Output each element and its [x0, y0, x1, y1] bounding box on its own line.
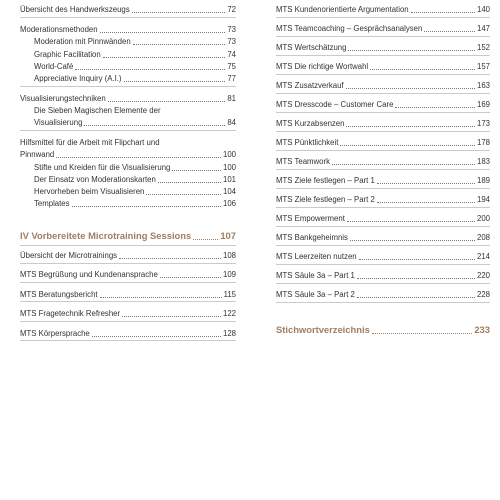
toc-page-number: 163: [476, 81, 490, 90]
toc-separator: [20, 301, 236, 302]
toc-dot-leader: [424, 31, 475, 32]
toc-dot-leader: [158, 182, 221, 183]
toc-entry-title: Hilfsmittel für die Arbeit mit Flipchart und: [20, 138, 160, 147]
toc-section-heading[interactable]: [20, 230, 236, 242]
toc-page-number: 208: [476, 233, 490, 242]
toc-separator: [20, 282, 236, 283]
toc-entry[interactable]: [276, 290, 490, 300]
toc-entry[interactable]: [34, 118, 236, 128]
toc-dot-leader: [411, 12, 475, 13]
toc-entry[interactable]: [34, 50, 236, 60]
toc-separator: [276, 264, 490, 265]
toc-page-number: 100: [222, 150, 236, 159]
toc-separator: [276, 131, 490, 132]
toc-entry-title: Stichwortverzeichnis: [276, 324, 370, 335]
toc-dot-leader: [348, 50, 475, 51]
toc-entry[interactable]: [276, 119, 490, 129]
toc-dot-leader: [346, 88, 475, 89]
toc-entry[interactable]: [276, 252, 490, 262]
toc-page-number: 115: [223, 290, 236, 299]
toc-entry[interactable]: [276, 214, 490, 224]
toc-dot-leader: [84, 125, 225, 126]
toc-entry-title: MTS Teamwork: [276, 157, 331, 166]
toc-entry[interactable]: [276, 5, 490, 15]
toc-entry[interactable]: [276, 43, 490, 53]
toc-entry-title: MTS Pünktlichkeit: [276, 138, 339, 147]
toc-separator: [20, 17, 236, 18]
toc-entry-title: MTS Leerzeiten nutzen: [276, 252, 357, 261]
toc-entry-title: MTS Bankgeheimnis: [276, 233, 348, 242]
toc-page-number: 173: [476, 119, 490, 128]
toc-entry[interactable]: [276, 233, 490, 243]
toc-separator: [276, 245, 490, 246]
toc-dot-leader: [124, 81, 226, 82]
toc-entry[interactable]: [20, 290, 236, 300]
toc-dot-leader: [160, 277, 221, 278]
toc-entry-title: MTS Kundenorientierte Argumentation: [276, 5, 409, 14]
toc-page-number: 233: [474, 324, 490, 335]
toc-entry-title: MTS Ziele festlegen – Part 1: [276, 176, 375, 185]
toc-entry[interactable]: [20, 150, 236, 160]
toc-entry[interactable]: [20, 94, 236, 104]
toc-dot-leader: [72, 206, 221, 207]
toc-dot-leader: [75, 69, 225, 70]
toc-entry-title: Übersicht des Handwerkszeugs: [20, 5, 130, 14]
toc-page-number: 128: [222, 329, 236, 338]
toc-entry-title: Der Einsatz von Moderationskarten: [34, 175, 156, 184]
toc-entry-title: Visualisierungstechniken: [20, 94, 106, 103]
toc-entry-title: MTS Körpersprache: [20, 329, 90, 338]
toc-entry-title: Templates: [34, 199, 70, 208]
toc-entry[interactable]: [20, 309, 236, 319]
toc-entry-title: Visualisierung: [34, 118, 83, 127]
toc-separator: [20, 86, 236, 87]
toc-entry-title: Übersicht der Microtrainings: [20, 251, 118, 260]
toc-entry[interactable]: [276, 62, 490, 72]
toc-page-number: 101: [222, 175, 236, 184]
toc-page-number: 77: [227, 74, 236, 83]
toc-entry-title: World-Café: [34, 62, 74, 71]
toc-entry-title: MTS Teamcoaching – Gesprächsanalysen: [276, 24, 423, 33]
toc-page-number: 106: [222, 199, 236, 208]
toc-separator: [276, 169, 490, 170]
toc-dot-leader: [347, 221, 475, 222]
toc-entry[interactable]: [20, 138, 236, 148]
toc-entry-title: MTS Ziele festlegen – Part 2: [276, 195, 375, 204]
toc-entry-title: MTS Empowerment: [276, 214, 345, 223]
toc-entry-title: MTS Beratungsbericht: [20, 290, 98, 299]
toc-entry[interactable]: [34, 187, 236, 197]
toc-entry-title: MTS Dresscode – Customer Care: [276, 100, 394, 109]
toc-dot-leader: [359, 259, 475, 260]
toc-separator: [276, 283, 490, 284]
toc-entry[interactable]: [20, 270, 236, 280]
toc-entry-title: IV Vorbereitete Microtraining Sessions: [20, 230, 192, 241]
toc-separator: [276, 112, 490, 113]
toc-entry[interactable]: [276, 157, 490, 167]
toc-page-number: 107: [220, 230, 236, 241]
toc-entry[interactable]: [34, 74, 236, 84]
toc-page-number: 104: [222, 187, 236, 196]
toc-page-number: 169: [476, 100, 490, 109]
toc-dot-leader: [357, 278, 475, 279]
toc-dot-leader: [103, 57, 226, 58]
toc-page-number: 194: [476, 195, 490, 204]
toc-page-number: 189: [476, 176, 490, 185]
toc-separator: [20, 340, 236, 341]
toc-entry-title: Moderationsmethoden: [20, 25, 98, 34]
toc-dot-leader: [357, 297, 475, 298]
toc-entry-title: Graphic Facilitation: [34, 50, 101, 59]
toc-dot-leader: [122, 316, 221, 317]
toc-dot-leader: [377, 202, 475, 203]
toc-separator: [276, 93, 490, 94]
toc-page-number: 220: [476, 271, 490, 280]
toc-dot-leader: [372, 333, 473, 334]
toc-page-number: 73: [227, 37, 236, 46]
toc-page-number: 200: [476, 214, 490, 223]
toc-page-number: 214: [476, 252, 490, 261]
toc-entry-title: MTS Die richtige Wortwahl: [276, 62, 369, 71]
toc-section-heading[interactable]: [276, 324, 490, 336]
toc-dot-leader: [119, 258, 221, 259]
toc-separator: [276, 226, 490, 227]
toc-page-number: 178: [476, 138, 490, 147]
toc-entry[interactable]: [276, 81, 490, 91]
toc-page-number: 109: [222, 270, 236, 279]
toc-entry-title: Stifte und Kreiden für die Visualisierung: [34, 163, 171, 172]
toc-page-number: 228: [476, 290, 490, 299]
toc-dot-leader: [92, 336, 221, 337]
toc-separator: [20, 263, 236, 264]
toc-page-number: 74: [227, 50, 236, 59]
toc-page-number: 75: [227, 62, 236, 71]
toc-dot-leader: [340, 145, 475, 146]
toc-page-number: 73: [227, 25, 236, 34]
toc-dot-leader: [350, 240, 475, 241]
toc-dot-leader: [56, 157, 221, 158]
toc-entry[interactable]: [276, 138, 490, 148]
toc-entry[interactable]: [34, 163, 236, 173]
toc-page-number: 84: [227, 118, 236, 127]
toc-separator: [276, 74, 490, 75]
toc-dot-leader: [332, 164, 475, 165]
toc-entry[interactable]: [276, 195, 490, 205]
toc-entry-title: MTS Säule 3a – Part 2: [276, 290, 355, 299]
toc-dot-leader: [108, 101, 226, 102]
toc-dot-leader: [146, 194, 221, 195]
toc-separator: [276, 150, 490, 151]
toc-entry-title: Appreciative Inquiry (A.I.): [34, 74, 122, 83]
toc-entry[interactable]: [20, 329, 236, 339]
toc-dot-leader: [100, 297, 222, 298]
toc-entry-title: Moderation mit Pinnwänden: [34, 37, 131, 46]
toc-entry[interactable]: [276, 176, 490, 186]
toc-entry[interactable]: [34, 37, 236, 47]
toc-entry-title: Die Sieben Magischen Elemente der: [34, 106, 161, 115]
toc-dot-leader: [100, 32, 226, 33]
toc-dot-leader: [377, 183, 475, 184]
toc-separator: [276, 36, 490, 37]
toc-dot-leader: [346, 126, 475, 127]
toc-separator: [20, 130, 236, 131]
toc-entry[interactable]: [34, 199, 236, 209]
toc-page-number: 81: [227, 94, 236, 103]
toc-entry-title: Hervorheben beim Visualisieren: [34, 187, 145, 196]
toc-page-number: 157: [476, 62, 490, 71]
toc-page-number: 122: [222, 309, 236, 318]
toc-dot-leader: [172, 170, 221, 171]
toc-separator: [20, 245, 236, 246]
toc-page-number: 140: [476, 5, 490, 14]
toc-page-number: 72: [227, 5, 236, 14]
toc-entry-title: MTS Kurzabsenzen: [276, 119, 345, 128]
toc-entry[interactable]: [20, 25, 236, 35]
toc-page-number: 147: [476, 24, 490, 33]
toc-separator: [276, 17, 490, 18]
toc-page-number: 108: [222, 251, 236, 260]
toc-separator: [276, 207, 490, 208]
toc-entry[interactable]: [20, 251, 236, 261]
toc-page-number: 100: [222, 163, 236, 172]
toc-dot-leader: [193, 239, 218, 240]
toc-entry[interactable]: [34, 106, 236, 116]
toc-page-number: 183: [476, 157, 490, 166]
toc-entry-title: Pinnwand: [20, 150, 55, 159]
toc-entry[interactable]: [276, 100, 490, 110]
toc-entry-title: MTS Begrüßung und Kundenansprache: [20, 270, 158, 279]
toc-entry[interactable]: [34, 62, 236, 72]
toc-dot-leader: [133, 44, 226, 45]
toc-entry[interactable]: [276, 24, 490, 34]
toc-entry[interactable]: [276, 271, 490, 281]
toc-entry-title: MTS Säule 3a – Part 1: [276, 271, 355, 280]
toc-entry-title: MTS Fragetechnik Refresher: [20, 309, 121, 318]
toc-entry-title: MTS Wertschätzung: [276, 43, 347, 52]
toc-separator: [276, 302, 490, 303]
toc-separator: [276, 188, 490, 189]
toc-separator: [20, 321, 236, 322]
toc-dot-leader: [370, 69, 475, 70]
toc-separator: [276, 55, 490, 56]
toc-entry-title: MTS Zusatzverkauf: [276, 81, 344, 90]
toc-entry[interactable]: [34, 175, 236, 185]
toc-dot-leader: [395, 107, 475, 108]
toc-dot-leader: [132, 12, 226, 13]
toc-page-number: 152: [476, 43, 490, 52]
toc-entry[interactable]: [20, 5, 236, 15]
